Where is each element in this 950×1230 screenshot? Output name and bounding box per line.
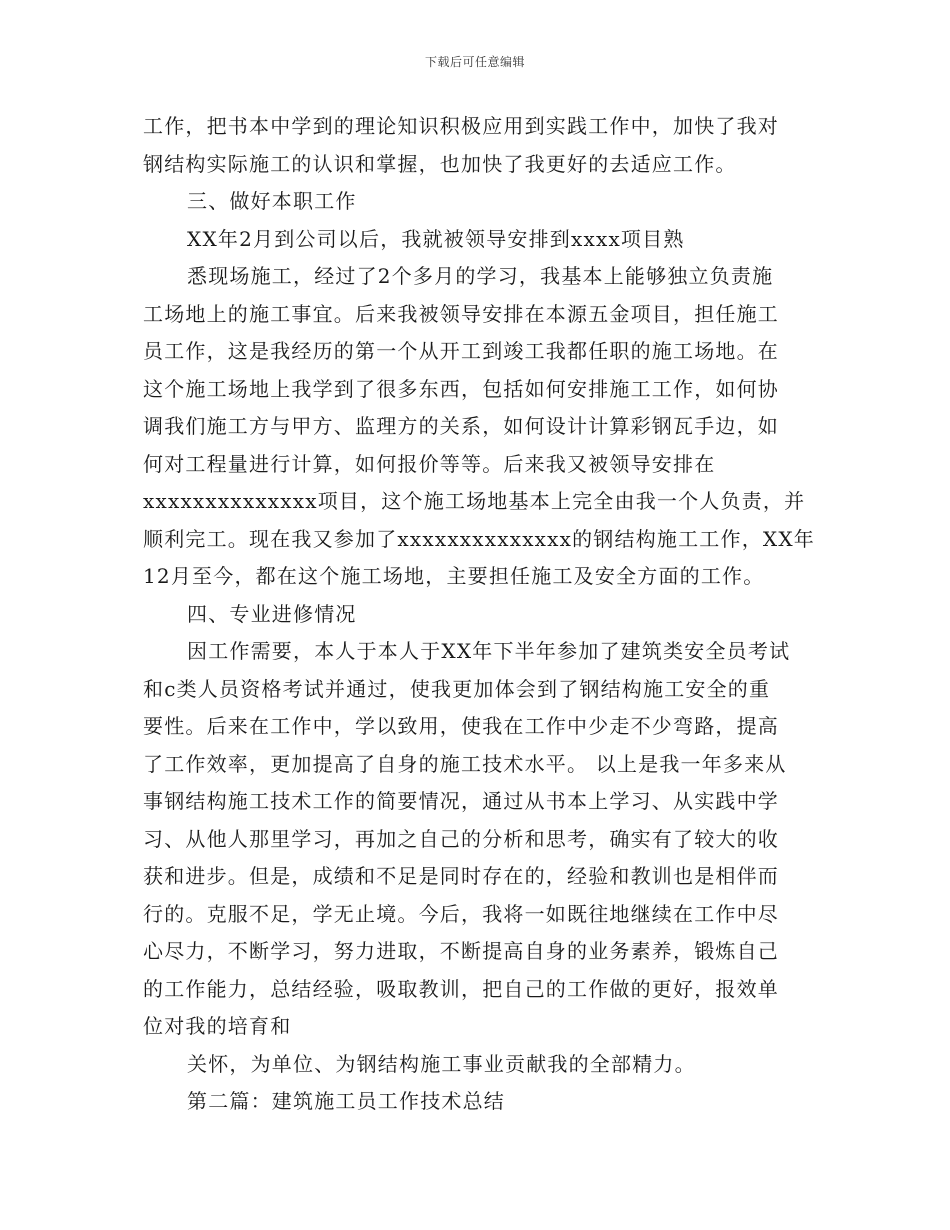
text-line: 关怀，为单位、为钢结构施工事业贡献我的全部精力。 bbox=[187, 1051, 696, 1076]
text-line: 习、从他人那里学习，再加之自己的分析和思考，确实有了较大的收 bbox=[143, 826, 779, 851]
text-line: 调我们施工方与甲方、监理方的关系，如何设计计算彩钢瓦手边，如 bbox=[143, 414, 779, 438]
text-line: 的工作能力，总结经验，吸取教训，把自己的工作做的更好，报效单 bbox=[143, 976, 779, 1001]
text-line: 这个施工场地上我学到了很多东西，包括如何安排施工工作，如何协 bbox=[143, 376, 779, 401]
text-line: 悉现场施工，经过了2个多月的学习，我基本上能够独立负责施 bbox=[187, 264, 774, 288]
text-line: 事钢结构施工技术工作的简要情况，通过从书本上学习、从实践中学 bbox=[143, 789, 779, 813]
text-line: 位对我的培育和 bbox=[143, 1014, 292, 1038]
page-header-note: 下载后可任意编辑 bbox=[424, 55, 525, 69]
text-line: 第二篇：建筑施工员工作技术总结 bbox=[187, 1089, 505, 1113]
text-line: xxxxxxxxxxxxxx项目，这个施工场地基本上完全由我一个人负责，并 bbox=[143, 489, 806, 513]
text-line: 工场地上的施工事宜。后来我被领导安排在本源五金项目，担任施工 bbox=[143, 301, 779, 326]
text-line: 因工作需要，本人于本人于XX年下半年参加了建筑类安全员考试 bbox=[187, 639, 791, 663]
text-line: 钢结构实际施工的认识和掌握，也加快了我更好的去适应工作。 bbox=[143, 151, 737, 176]
text-line: 要性。后来在工作中，学以致用，使我在工作中少走不少弯路，提高 bbox=[143, 714, 779, 738]
text-line: 行的。克服不足，学无止境。今后，我将一如既往地继续在工作中尽 bbox=[143, 901, 779, 926]
text-line: XX年2月到公司以后，我就被领导安排到xxxx项目熟 bbox=[187, 226, 685, 251]
document-body bbox=[143, 108, 815, 1121]
text-line: 心尽力，不断学习，努力进取，不断提高自身的业务素养，锻炼自己 bbox=[143, 939, 779, 963]
text-line: 三、做好本职工作 bbox=[187, 189, 357, 213]
text-line: 员工作，这是我经历的第一个从开工到竣工我都任职的施工场地。在 bbox=[143, 339, 779, 363]
text-line: 获和进步。但是，成绩和不足是同时存在的，经验和教训也是相伴而 bbox=[143, 864, 779, 888]
text-line: 了工作效率，更加提高了自身的施工技术水平。 以上是我一年多来从 bbox=[143, 751, 787, 776]
text-line: 四、专业进修情况 bbox=[187, 601, 357, 626]
text-line: 和c类人员资格考试并通过，使我更加体会到了钢结构施工安全的重 bbox=[143, 676, 771, 701]
text-line: 何对工程量进行计算，如何报价等等。后来我又被领导安排在 bbox=[143, 451, 716, 476]
text-line: 顺利完工。现在我又参加了xxxxxxxxxxxxxx的钢结构施工工作，XX年 bbox=[143, 526, 815, 551]
text-line: 12月至今，都在这个施工场地，主要担任施工及安全方面的工作。 bbox=[143, 564, 765, 588]
text-line: 工作，把书本中学到的理论知识积极应用到实践工作中，加快了我对 bbox=[143, 114, 779, 138]
